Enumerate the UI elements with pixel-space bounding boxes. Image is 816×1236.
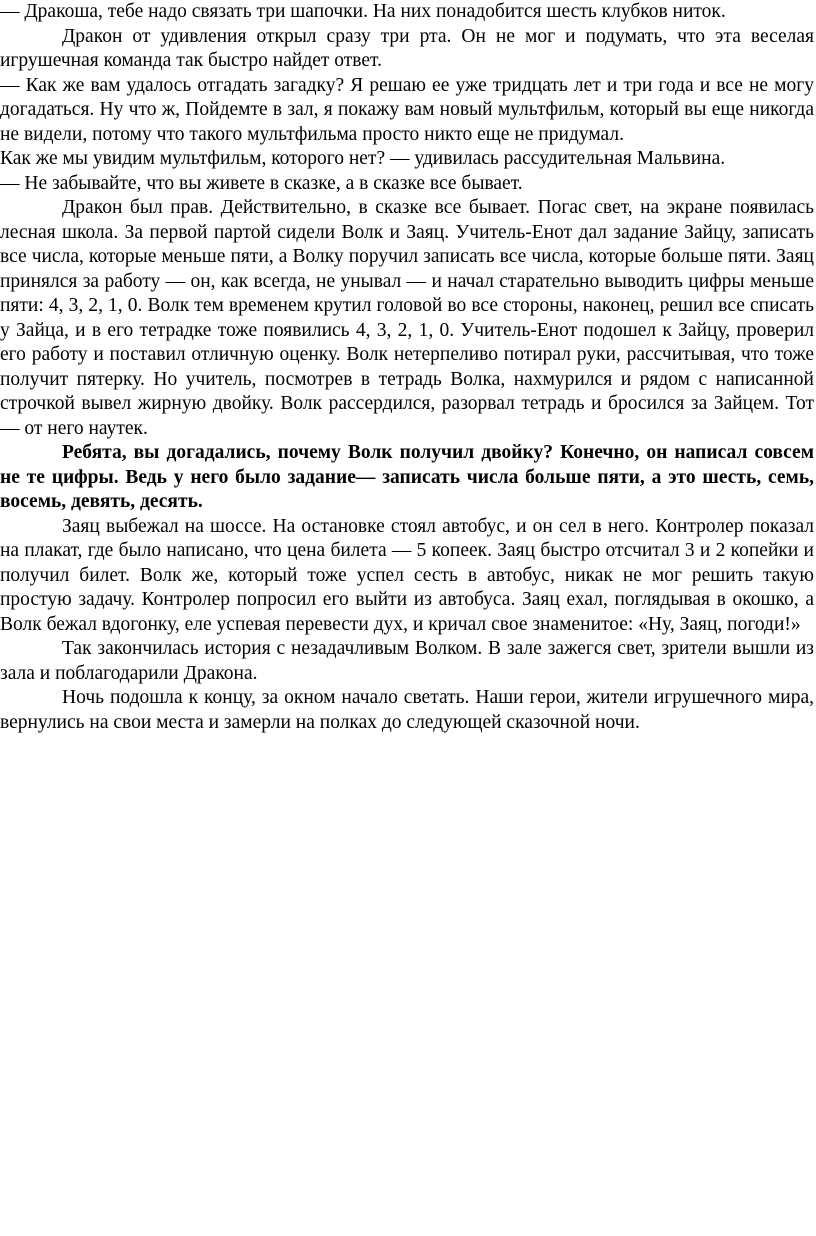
paragraph-7-bold: Ребята, вы догадались, почему Волк получил двойку? Конечно, он написал совсем не те цифры. Ведь у него было задание— записать числа больше пяти, а это шесть, семь, восемь, девять, десять. [0, 442, 814, 512]
paragraph-6: Дракон был прав. Действительно, в сказке все бывает. Погас свет, на экране появилась лесная школа. За первой партой сидели Волк и Заяц. Учитель-Енот дал задание Зайцу, записать все числа, которые меньше пяти, а Волку поручил записать все числа, которые больше пяти. Заяц принялся за работу — он, как всегда, не унывал — и начал старательно выводить цифры меньше пяти: 4, 3, 2, 1, 0. Волк тем временем крутил головой во все стороны, наконец, решил все списать у Зайца, и в его тетрадке тоже появились 4, 3, 2, 1, 0. Учитель-Енот подошел к Зайцу, проверил его работу и поставил отличную оценку. Волк нетерпеливо потирал руки, рассчитывая, что тоже получит пятерку. Но учитель, посмотрев в тетрадь Волка, нахмурился и рядом с написанной строчкой вывел жирную двойку. Волк рассердился, разорвал тетрадь и бросился за Зайцем. Тот — от него наутек. [0, 197, 814, 439]
paragraph-4: Как же мы увидим мультфильм, которого нет? — удивилась рассудительная Мальвина. [0, 148, 726, 169]
paragraph-3: — Как же вам удалось отгадать загадку? Я решаю ее уже тридцать лет и три года и все не могу догадаться. Ну что ж, Пойдемте в зал, я покажу вам новый мультфильм, который вы еще никогда не видели, потому что такого мультфильма просто никто еще не придумал. [0, 74, 814, 145]
paragraph-2: Дракон от удивления открыл сразу три рта. Он не мог и подумать, что эта веселая игрушечная команда так быстро найдет ответ. [0, 25, 814, 71]
paragraph-8: Заяц выбежал на шоссе. На остановке стоял автобус, и он сел в него. Контролер показал на плакат, где было написано, что цена билета — 5 копеек. Заяц быстро отсчитал 3 и 2 копейки и получил билет. Волк же, который тоже успел сесть в автобус, никак не мог решить такую простую задачу. Контролер попросил его выйти из автобуса. Заяц ехал, поглядывая в окошко, а Волк бежал вдогонку, еле успевая перевести дух, и кричал свое знаменитое: «Ну, Заяц, погоди!» [0, 515, 814, 635]
paragraph-5: — Не забывайте, что вы живете в сказке, а в сказке все бывает. [0, 172, 523, 194]
paragraph-10: Ночь подошла к концу, за окном начало светать. Наши герои, жители игрушечного мира, вернулись на свои места и замерли на полках до следующей сказочной ночи. [0, 687, 814, 733]
paragraph-1: — Дракоша, тебе надо связать три шапочки. На них понадобится шесть клубков ниток. [0, 1, 726, 22]
paragraph-9: Так закончилась история с незадачливым Волком. В зале зажегся свет, зрители вышли из зала и поблагодарили Дракона. [0, 638, 814, 684]
